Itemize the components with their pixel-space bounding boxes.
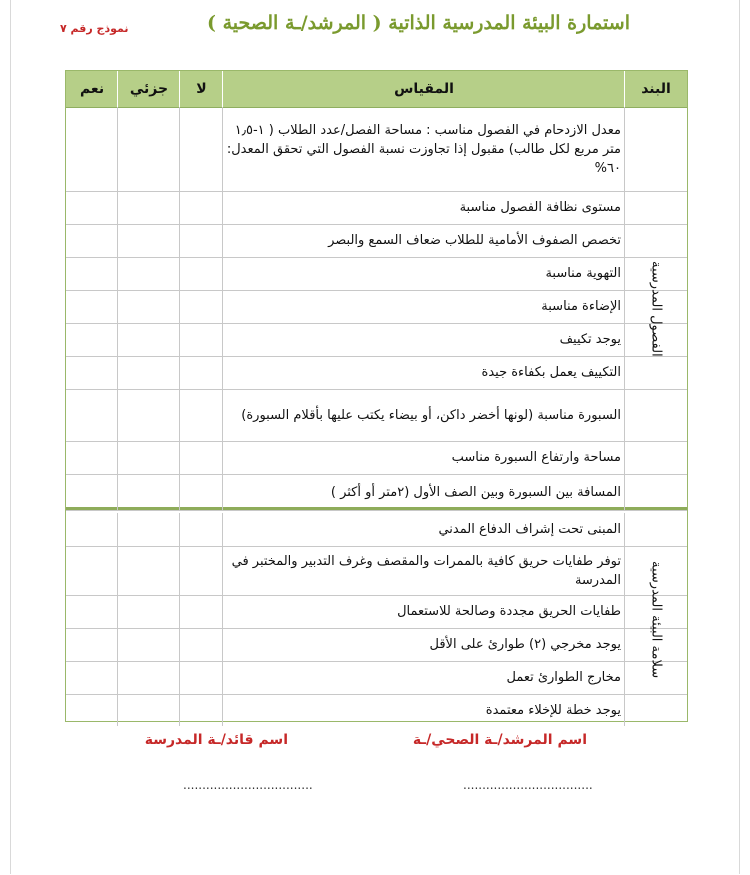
- criterion-text: [226, 474, 621, 510]
- table-row: [66, 389, 687, 442]
- table-row: [66, 595, 687, 629]
- assessment-table: [65, 70, 688, 722]
- no-checkbox-cell[interactable]: [179, 513, 223, 546]
- table-row: [66, 694, 687, 726]
- partial-checkbox-cell[interactable]: [117, 224, 180, 257]
- table-row: [66, 441, 687, 475]
- no-checkbox-cell[interactable]: [179, 389, 223, 441]
- col-item: البند: [624, 71, 687, 107]
- criterion-text: [226, 257, 621, 290]
- criterion-label: المسافة بين السبورة وبين الصف الأول (٢متر أو أكثر ): [330, 484, 621, 500]
- criterion-text: [226, 441, 621, 474]
- criterion-label: السبورة مناسبة (لونها أخضر داكن، أو بيضاء يكتب عليها بأقلام السبورة): [241, 407, 621, 423]
- no-checkbox-cell[interactable]: [179, 191, 223, 224]
- criterion-label: المبنى تحت إشراف الدفاع المدني: [438, 522, 621, 537]
- table-row: [66, 513, 687, 547]
- no-checkbox-cell[interactable]: [179, 257, 223, 290]
- table-row: [66, 107, 687, 192]
- yes-checkbox-cell[interactable]: [66, 595, 118, 628]
- yes-checkbox-cell[interactable]: [66, 191, 118, 224]
- criterion-text: [226, 323, 621, 356]
- partial-checkbox-cell[interactable]: [117, 474, 180, 510]
- col-measure: المقياس: [222, 71, 625, 107]
- table-row: [66, 628, 687, 662]
- partial-checkbox-cell[interactable]: [117, 441, 180, 474]
- no-checkbox-cell[interactable]: [179, 661, 223, 694]
- yes-checkbox-cell[interactable]: [66, 356, 118, 389]
- criterion-text: [226, 356, 621, 389]
- section-label: [624, 107, 687, 510]
- yes-checkbox-cell[interactable]: [66, 546, 118, 595]
- criterion-label: معدل الازدحام في الفصول مناسب : مساحة الفصل/عدد الطلاب ( ١-١٫٥ متر مربع لكل طالب) مقبول إذا تجاوزت نسبة الفصول التي تحقق المعدل: ٦٠%: [226, 122, 621, 176]
- yes-checkbox-cell[interactable]: [66, 661, 118, 694]
- partial-checkbox-cell[interactable]: [117, 628, 180, 661]
- yes-checkbox-cell[interactable]: [66, 107, 118, 191]
- yes-checkbox-cell[interactable]: [66, 290, 118, 323]
- section-label-text: الفصول المدرسية: [648, 260, 664, 357]
- form-title: استمارة البيئة المدرسية الذاتية ( المرشد/ـة الصحية ): [207, 12, 630, 34]
- section-label: [624, 513, 687, 726]
- criterion-text: [226, 389, 621, 441]
- no-checkbox-cell[interactable]: [179, 628, 223, 661]
- criterion-text: [226, 513, 621, 546]
- criterion-text: [226, 546, 621, 595]
- table-row: [66, 257, 687, 291]
- criterion-text: [226, 224, 621, 257]
- table-row: [66, 474, 687, 511]
- partial-checkbox-cell[interactable]: [117, 661, 180, 694]
- partial-checkbox-cell[interactable]: [117, 513, 180, 546]
- yes-checkbox-cell[interactable]: [66, 513, 118, 546]
- yes-checkbox-cell[interactable]: [66, 441, 118, 474]
- criterion-text: [226, 191, 621, 224]
- criterion-text: [226, 107, 621, 191]
- partial-checkbox-cell[interactable]: [117, 107, 180, 191]
- criterion-text: [226, 595, 621, 628]
- criterion-label: مساحة وارتفاع السبورة مناسب: [451, 450, 621, 465]
- counselor-signature-line[interactable]: ..................................: [463, 778, 593, 792]
- partial-checkbox-cell[interactable]: [117, 546, 180, 595]
- principal-signature-line[interactable]: ..................................: [183, 778, 313, 792]
- table-header: [66, 71, 687, 108]
- no-checkbox-cell[interactable]: [179, 224, 223, 257]
- no-checkbox-cell[interactable]: [179, 107, 223, 191]
- criterion-text: [226, 661, 621, 694]
- yes-checkbox-cell[interactable]: [66, 224, 118, 257]
- partial-checkbox-cell[interactable]: [117, 257, 180, 290]
- yes-checkbox-cell[interactable]: [66, 694, 118, 726]
- table-row: [66, 290, 687, 324]
- principal-name-label: اسم قائد/ـة المدرسة: [144, 732, 288, 748]
- partial-checkbox-cell[interactable]: [117, 694, 180, 726]
- col-yes: نعم: [79, 81, 105, 97]
- no-checkbox-cell[interactable]: [179, 694, 223, 726]
- table-row: [66, 323, 687, 357]
- partial-checkbox-cell[interactable]: [117, 356, 180, 389]
- criterion-text: [226, 290, 621, 323]
- criterion-label: توفر طفايات حريق كافية بالممرات والمقصف وغرف التدبير والمختبر في المدرسة: [231, 553, 621, 588]
- criterion-label: مخارج الطوارئ تعمل: [506, 670, 621, 685]
- criterion-label: يوجد خطة للإخلاء معتمدة: [485, 702, 621, 718]
- col-no: لا: [179, 71, 223, 107]
- criterion-label: التكييف يعمل بكفاءة جيدة: [481, 365, 621, 380]
- counselor-name-label: اسم المرشد/ـة الصحي/ـة: [412, 732, 587, 748]
- model-number: نموذج رقم ٧: [60, 22, 129, 35]
- criterion-label: طفايات الحريق مجددة وصالحة للاستعمال: [397, 604, 621, 619]
- no-checkbox-cell[interactable]: [179, 441, 223, 474]
- partial-checkbox-cell[interactable]: [117, 595, 180, 628]
- header: [60, 8, 630, 48]
- partial-checkbox-cell[interactable]: [117, 290, 180, 323]
- partial-checkbox-cell[interactable]: [117, 191, 180, 224]
- criterion-label: الإضاءة مناسبة: [541, 299, 621, 314]
- partial-checkbox-cell[interactable]: [117, 323, 180, 356]
- criterion-label: تخصص الصفوف الأمامية للطلاب ضعاف السمع والبصر: [328, 233, 621, 248]
- table-row: [66, 546, 687, 596]
- no-checkbox-cell[interactable]: [179, 595, 223, 628]
- no-checkbox-cell[interactable]: [179, 356, 223, 389]
- table-row: [66, 224, 687, 258]
- criterion-text: [226, 694, 621, 726]
- yes-checkbox-cell[interactable]: [66, 323, 118, 356]
- no-checkbox-cell[interactable]: [179, 474, 223, 510]
- no-checkbox-cell[interactable]: [179, 290, 223, 323]
- table-row: [66, 191, 687, 225]
- table-row: [66, 356, 687, 390]
- yes-checkbox-cell[interactable]: [66, 628, 118, 661]
- col-partial: جزئي: [117, 71, 180, 107]
- section-label-text: سلامة البيئة المدرسية: [648, 560, 664, 679]
- criterion-text: [226, 628, 621, 661]
- yes-checkbox-cell[interactable]: [66, 257, 118, 290]
- partial-checkbox-cell[interactable]: [117, 389, 180, 441]
- criterion-label: التهوية مناسبة: [545, 266, 621, 281]
- yes-checkbox-cell[interactable]: [66, 474, 118, 510]
- criterion-label: مستوى نظافة الفصول مناسبة: [459, 200, 621, 215]
- criterion-label: يوجد مخرجي (٢) طوارئ على الأقل: [429, 637, 621, 652]
- no-checkbox-cell[interactable]: [179, 323, 223, 356]
- criterion-label: يوجد تكييف: [559, 332, 621, 347]
- no-checkbox-cell[interactable]: [179, 546, 223, 595]
- table-row: [66, 661, 687, 695]
- yes-checkbox-cell[interactable]: [66, 389, 118, 441]
